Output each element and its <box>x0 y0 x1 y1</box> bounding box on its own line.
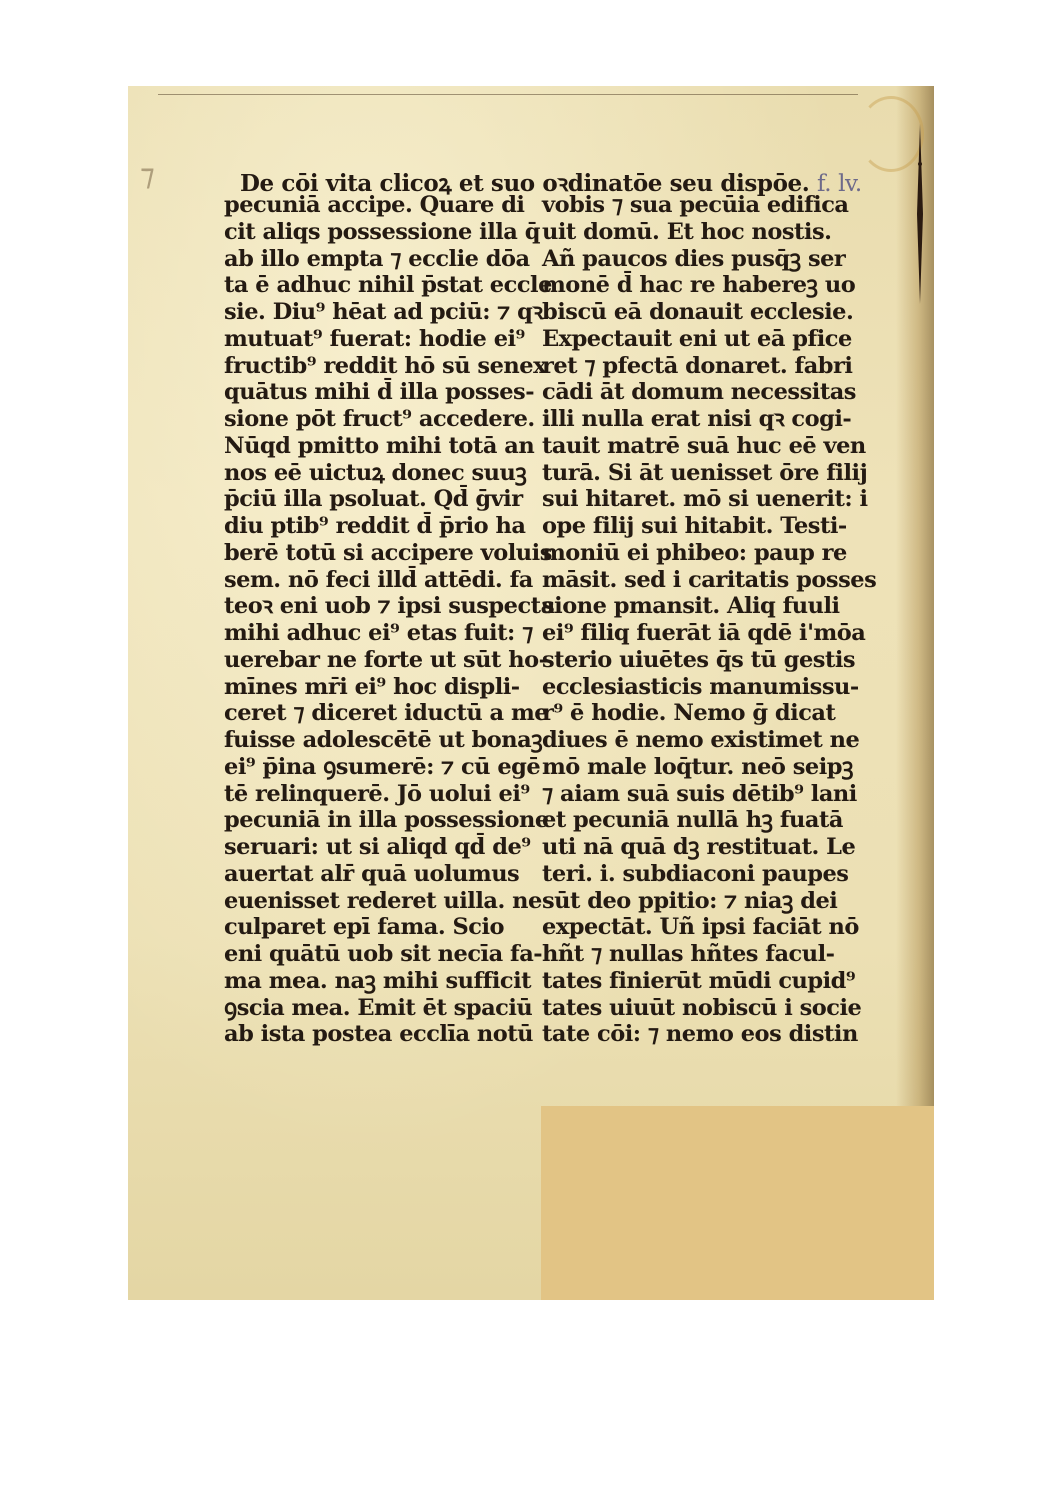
text-line: tauit matrē suā huc eē ven <box>542 432 866 459</box>
text-line: vobis ⁊ sua pecūia edifica <box>542 192 849 218</box>
margin-mark: ⁊ <box>140 158 155 193</box>
text-line: sterio uiuētes q̄s tū gestis <box>542 646 856 673</box>
text-line: Expectauit eni ut eā pfice <box>542 325 852 352</box>
text-line: tate cōi: ⁊ nemo eos distin <box>542 1021 858 1048</box>
text-line: ret ⁊ pfectā donaret. fabri <box>542 352 853 379</box>
text-line: ab ista postea ecclīa notū <box>224 1021 534 1048</box>
text-line: uerebar ne forte ut sūt ho- <box>224 646 548 673</box>
text-line: cādi āt domum necessitas <box>542 379 856 406</box>
text-line: Añ paucos dies pusq̄ꝫ ser <box>542 245 846 272</box>
text-line: auertat alr̄ quā uolumus <box>224 860 520 887</box>
text-line: diu ptib⁹ reddit d̄ p̄rio ha <box>224 513 526 539</box>
manuscript-scan <box>128 86 934 1300</box>
text-line: uit domū. Et hoc nostis. <box>542 218 832 245</box>
text-line: illi nulla erat nisi qꝛ cogi- <box>542 406 852 432</box>
text-line: ceret ⁊ diceret iductū a me <box>224 700 549 727</box>
text-line: sui hitaret. mō si uenerit: i <box>542 486 868 513</box>
text-line: pecuniā accipe. Quare di <box>224 192 525 218</box>
text-line: seruari: ut si aliqd qd̄ de⁹ <box>224 834 531 860</box>
text-line: ope filij sui hitabit. Testi- <box>542 513 847 539</box>
text-line: tates uiuūt nobiscū i socie <box>542 994 862 1021</box>
text-line: cit aliqs possessione illa q̄ <box>224 218 540 245</box>
text-line: ma mea. naꝫ mihi sufficit <box>224 967 532 994</box>
text-line: ecclesiasticis manumissu- <box>542 673 859 700</box>
paper-repair-patch <box>541 1106 934 1300</box>
text-line: ⁊ aiam suā suis dētib⁹ lani <box>542 780 857 807</box>
text-line: sie. Diu⁹ hēat ad pciū: ⁊ qꝛ <box>224 299 543 325</box>
text-line: teri. i. subdiaconi paupes <box>542 860 849 887</box>
text-line: diues ē nemo existimet ne <box>542 727 860 753</box>
text-line: nos eē uictuꝝ donec suuꝫ <box>224 459 527 486</box>
text-line: uti nā quā dꝫ restituat. Le <box>542 834 856 860</box>
text-line: expectāt. Uñ ipsi faciāt nō <box>542 914 859 941</box>
text-column-right <box>542 192 877 1048</box>
text-line: pecuniā in illa possessione <box>224 807 549 834</box>
text-line: sione pmansit. Aliq fuuli <box>542 593 840 620</box>
text-line: monē d̄ hac re habereꝫ uo <box>542 272 856 299</box>
text-line: mīnes mr̄i ei⁹ hoc displi- <box>224 673 520 700</box>
text-line: p̄ciū illa psoluat. Qd̄ ḡvir <box>224 486 523 513</box>
text-line: et pecuniā nullā hꝫ fuatā <box>542 807 843 834</box>
text-line: tē relinquerē. Jō uolui ei⁹ <box>224 780 530 807</box>
text-line: berē totū si accipere voluis <box>224 539 552 566</box>
text-line: culparet epī fama. Scio <box>224 914 505 941</box>
folio-number: f. lv. <box>816 171 862 197</box>
text-line: ei⁹ filiq fuerāt iā qdē i'mōa <box>542 620 866 646</box>
text-line: sem. nō feci illd̄ attēdi. fa <box>224 566 533 593</box>
text-line: euenisset rederet uilla. ne <box>224 887 542 914</box>
header-title: De cōi vita clicoꝝ et suo oꝛdinatōe seu dispōe. <box>240 170 810 197</box>
text-line: moniū ei phibeo: paup re <box>542 539 847 566</box>
text-line: teoꝛ eni uob ⁊ ipsi suspecta <box>224 593 555 620</box>
text-column-left <box>224 192 555 1048</box>
text-line: quātus mihi d̄ illa posses- <box>224 379 535 406</box>
text-line: mutuat⁹ fuerat: hodie ei⁹ <box>224 325 525 352</box>
text-line: ta ē adhuc nihil p̄stat eccle <box>224 272 552 299</box>
text-line: eni quātū uob sit necīa fa- <box>224 941 543 967</box>
text-line: sūt deo ppitio: ⁊ niaꝫ dei <box>542 887 838 914</box>
text-line: sione pōt fruct⁹ accedere. <box>224 406 535 432</box>
text-line: mō male loq̄tur. neō seipꝫ <box>542 753 853 780</box>
text-line: tates finierūt mūdi cupid⁹ <box>542 967 856 994</box>
text-line: ꝯscia mea. Emit ēt spaciū <box>224 994 533 1021</box>
text-line: mihi adhuc ei⁹ etas fuit: ⁊ <box>224 620 533 646</box>
text-line: ab illo empta ⁊ ecclie dōa <box>224 245 530 272</box>
text-line: māsit. sed i caritatis posses <box>542 566 877 593</box>
page-edge-line <box>158 94 858 95</box>
text-line: turā. Si āt uenisset ōre filij <box>542 459 868 486</box>
margin-ornament-icon <box>910 124 930 304</box>
text-line: Nūqd pmitto mihi totā an <box>224 432 535 459</box>
text-line: fuisse adolescētē ut bonaꝫ <box>224 727 543 753</box>
text-line: ei⁹ p̄ina ꝯsumerē: ⁊ cū egē <box>224 753 541 780</box>
text-line: biscū eā donauit ecclesie. <box>542 299 854 325</box>
text-line: hñt ⁊ nullas hñtes facul- <box>542 941 835 967</box>
text-line: r⁹ ē hodie. Nemo ḡ dicat <box>542 700 836 727</box>
text-line: fructib⁹ reddit hō sū senex <box>224 352 546 379</box>
